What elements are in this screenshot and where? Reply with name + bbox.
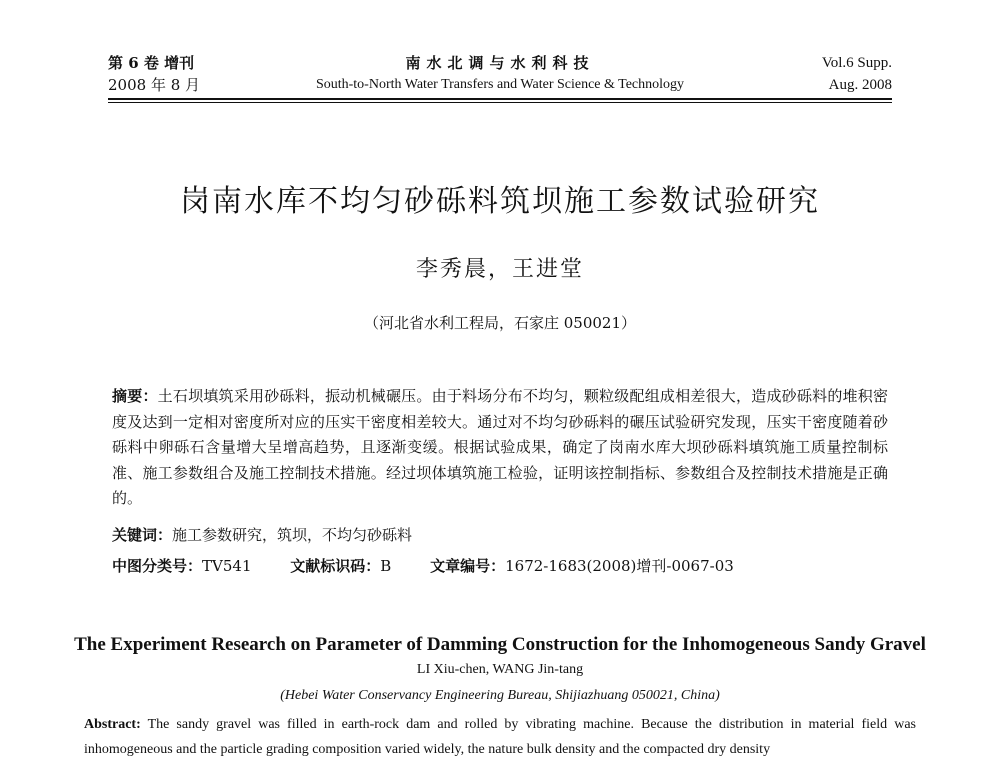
doc-code-value: B	[380, 557, 392, 575]
doc-code-block	[290, 555, 391, 576]
article-no-block	[430, 555, 734, 576]
doc-code-label: 文献标识码：	[290, 557, 381, 575]
abstract-cn	[112, 384, 888, 512]
article-title-en: The Experiment Research on Parameter of Damming Construction for the Inhomogeneous Sandy Gravel	[74, 634, 926, 655]
journal-name-cn: 南水北调与水利科技	[405, 54, 595, 72]
clc-block	[112, 555, 251, 576]
abstract-text-cn: 土石坝填筑采用砂砾料，振动机械碾压。由于料场分布不均匀，颗粒级配组成相差很大，造成砂砾料的堆积密度及达到一定相对密度所对应的压实干密度相差较大。通过对不均匀砂砾料的碾压试验研究发现，压实干密度随着砂砾料中卵砾石含量增大呈增高趋势，且逐渐变缓。根据试验成果，确定了岗南水库大坝砂砾料填筑施工质量控制标准、施工参数组合及施工控制技术措施。经过坝体填筑施工检验，证明该控制指标、参数组合及控制技术措施是正确的。	[112, 387, 888, 507]
keywords-text-cn: 施工参数研究，筑坝，不均匀砂砾料	[172, 526, 413, 544]
abstract-label-cn: 摘要：	[112, 387, 158, 405]
abstract-en	[84, 712, 916, 762]
journal-name-en: South-to-North Water Transfers and Water Science & Technology	[315, 77, 685, 92]
classification-line	[112, 555, 888, 576]
date-cn: 2008 年 8 月	[108, 76, 201, 94]
date-en: Aug. 2008	[828, 77, 892, 93]
affiliation-cn: （河北省水利工程局，石家庄 050021）	[363, 314, 637, 332]
article-no-value: 1672-1683(2008)增刊-0067-03	[505, 557, 734, 575]
keywords-label-cn: 关键词：	[112, 526, 173, 544]
header-rule-thick	[108, 98, 892, 100]
clc-value: TV541	[202, 557, 252, 575]
article-title-cn: 岗南水库不均匀砂砾料筑坝施工参数试验研究	[180, 184, 820, 219]
volume-cn: 第 6 卷 增刊	[108, 54, 195, 72]
volume-en: Vol.6 Supp.	[821, 55, 892, 71]
affiliation-en: (Hebei Water Conservancy Engineering Bureau, Shijiazhuang 050021, China)	[280, 688, 720, 703]
authors-cn: 李秀晨，王进堂	[415, 257, 584, 282]
header-rule-thin	[108, 102, 892, 103]
abstract-label-en: Abstract:	[84, 717, 141, 732]
clc-label: 中图分类号：	[112, 557, 203, 575]
authors-en: LI Xiu-chen, WANG Jin-tang	[416, 662, 584, 677]
running-header	[108, 52, 892, 104]
keywords-cn	[112, 524, 412, 545]
article-no-label: 文章编号：	[430, 557, 506, 575]
abstract-text-en: The sandy gravel was filled in earth-rock dam and rolled by vibrating machine. Because the distribution in material field was inhomogeneous and the particle grading composition varied widely, the nature bulk density and the compacted dry density	[84, 717, 916, 757]
